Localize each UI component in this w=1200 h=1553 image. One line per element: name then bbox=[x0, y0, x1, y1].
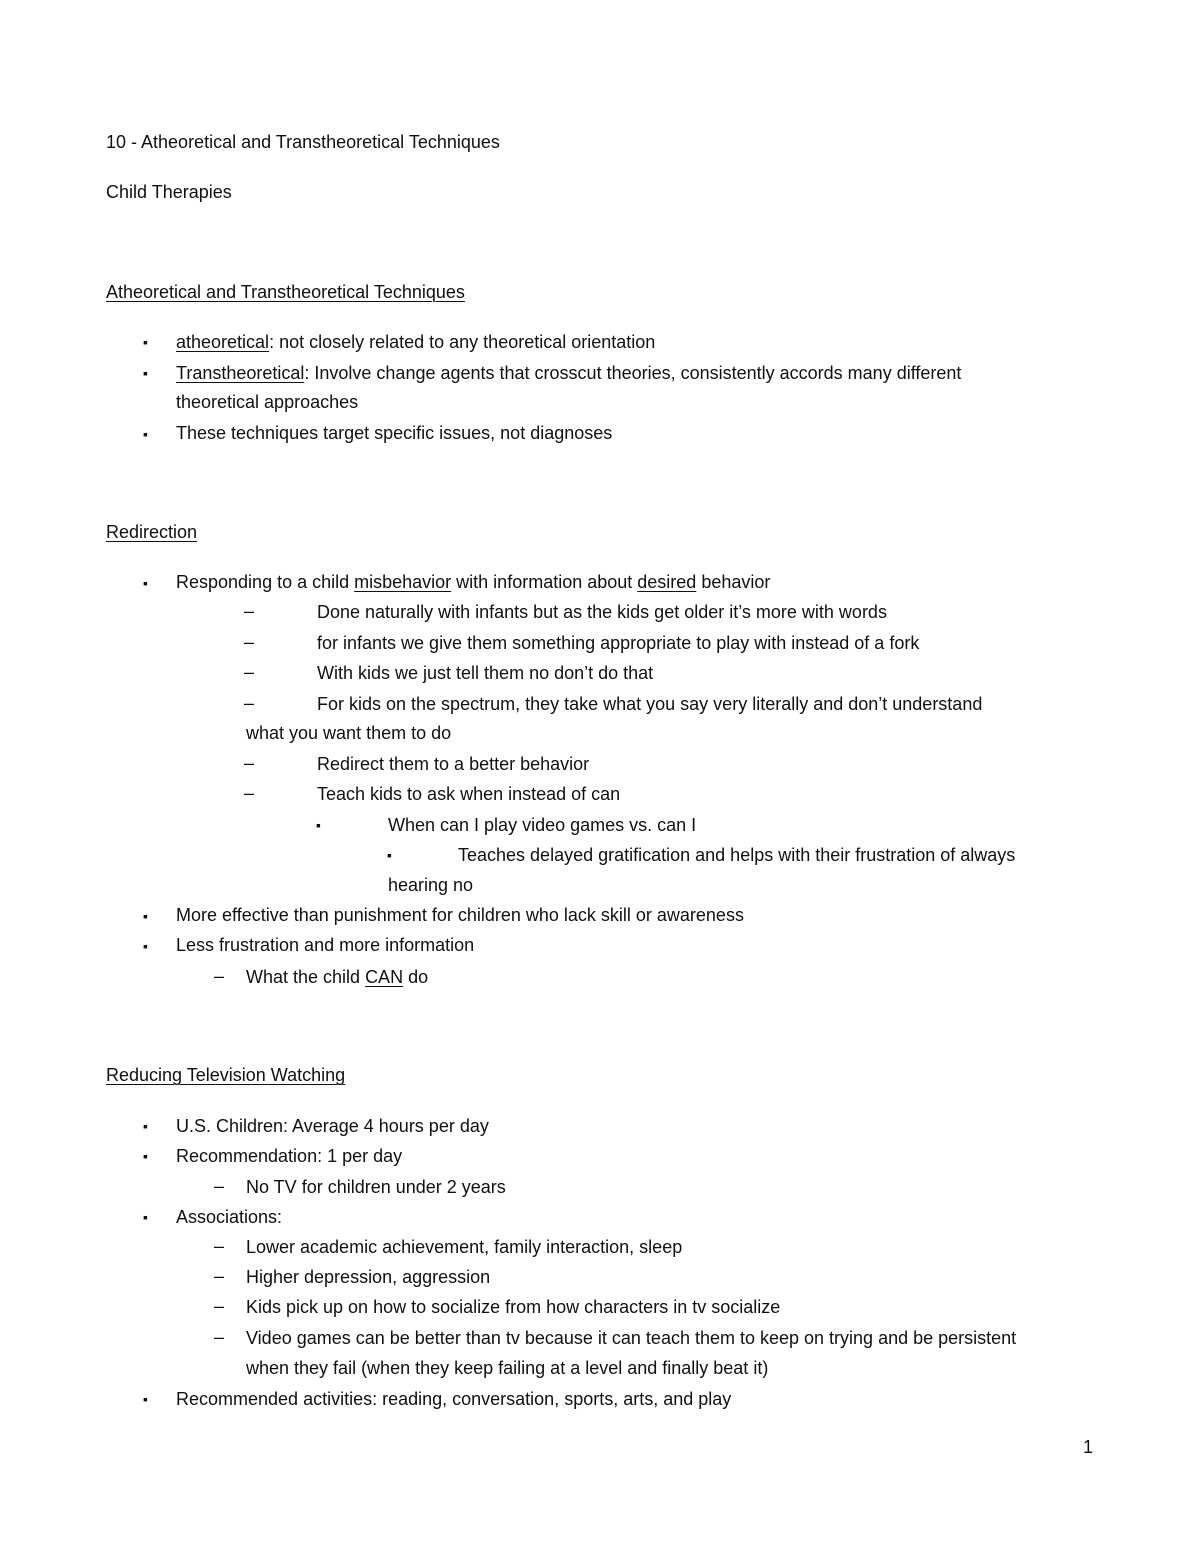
bullet-marker: ▪ bbox=[143, 1209, 148, 1225]
list-item: More effective than punishment for children who lack skill or awareness bbox=[176, 905, 744, 925]
sub-list-item: Kids pick up on how to socialize from how characters in tv socialize bbox=[246, 1297, 781, 1317]
sub-sub-sub-list-item-continuation: hearing no bbox=[388, 875, 474, 895]
bullet-marker: ▪ bbox=[387, 847, 392, 863]
sub-list-item: With kids we just tell them no don’t do that bbox=[317, 663, 654, 683]
document-subtitle: Child Therapies bbox=[106, 182, 232, 202]
list-item: Recommended activities: reading, conversation, sports, arts, and play bbox=[176, 1389, 732, 1409]
sub-list-item: for infants we give them something appropriate to play with instead of a fork bbox=[317, 633, 920, 653]
list-item bbox=[176, 331, 655, 353]
sub-list-item-continuation: when they fail (when they keep failing at a level and finally beat it) bbox=[246, 1358, 769, 1378]
sub-list-item: Done naturally with infants but as the kids get older it’s more with words bbox=[317, 602, 887, 622]
bullet-marker: ▪ bbox=[143, 1118, 148, 1134]
bullet-marker: ▪ bbox=[143, 1391, 148, 1407]
sub-list-item: Redirect them to a better behavior bbox=[317, 754, 590, 774]
text-run: behavior bbox=[696, 572, 771, 592]
dash-marker: – bbox=[214, 1266, 225, 1286]
sub-list-item: For kids on the spectrum, they take what you say very literally and don’t understand bbox=[317, 694, 983, 714]
text-run: What the child bbox=[246, 967, 366, 987]
sub-list-item: No TV for children under 2 years bbox=[246, 1177, 506, 1197]
sub-list-item: Higher depression, aggression bbox=[246, 1267, 491, 1287]
bullet-marker: ▪ bbox=[143, 334, 148, 350]
bullet-marker: ▪ bbox=[316, 817, 321, 833]
list-item: Recommendation: 1 per day bbox=[176, 1146, 403, 1166]
section-heading-television: Reducing Television Watching bbox=[106, 1065, 346, 1085]
bullet-marker: ▪ bbox=[143, 426, 148, 442]
dash-marker: – bbox=[214, 1176, 225, 1196]
list-item: Associations: bbox=[176, 1207, 283, 1227]
dash-marker: – bbox=[244, 601, 255, 621]
sub-list-item: Lower academic achievement, family interaction, sleep bbox=[246, 1237, 683, 1257]
bullet-marker: ▪ bbox=[143, 365, 148, 381]
sub-sub-list-item: When can I play video games vs. can I bbox=[388, 815, 697, 835]
dash-marker: – bbox=[214, 1327, 225, 1347]
page-number: 1 bbox=[1083, 1437, 1094, 1457]
definition-text: : Involve change agents that crosscut theories, consistently accords many different bbox=[304, 363, 962, 383]
bullet-marker: ▪ bbox=[143, 1148, 148, 1164]
bullet-marker: ▪ bbox=[143, 938, 148, 954]
dash-marker: – bbox=[244, 753, 255, 773]
dash-marker: – bbox=[244, 662, 255, 682]
sub-list-item-continuation: what you want them to do bbox=[246, 723, 452, 743]
document-title: 10 - Atheoretical and Transtheoretical Techniques bbox=[106, 132, 500, 152]
sub-sub-sub-list-item: Teaches delayed gratification and helps with their frustration of always bbox=[458, 845, 1016, 865]
dash-marker: – bbox=[244, 632, 255, 652]
definition-text: : not closely related to any theoretical orientation bbox=[269, 332, 656, 352]
list-item: U.S. Children: Average 4 hours per day bbox=[176, 1116, 489, 1136]
term-atheoretical: atheoretical bbox=[176, 332, 270, 352]
sub-list-item: Video games can be better than tv because it can teach them to keep on trying and be persistent bbox=[246, 1328, 1017, 1348]
section-heading-techniques: Atheoretical and Transtheoretical Techniques bbox=[106, 282, 465, 302]
bullet-marker: ▪ bbox=[143, 575, 148, 591]
dash-marker: – bbox=[214, 966, 225, 986]
list-item: These techniques target specific issues, not diagnoses bbox=[176, 423, 613, 443]
list-item bbox=[176, 571, 770, 593]
list-item: Less frustration and more information bbox=[176, 935, 475, 955]
list-item bbox=[176, 362, 961, 384]
sub-list-item: Teach kids to ask when instead of can bbox=[317, 784, 621, 804]
dash-marker: – bbox=[214, 1296, 225, 1316]
term-transtheoretical: Transtheoretical bbox=[176, 363, 305, 383]
sub-list-item bbox=[246, 966, 428, 988]
underlined-term: desired bbox=[637, 572, 697, 592]
section-heading-redirection: Redirection bbox=[106, 522, 198, 542]
bullet-marker: ▪ bbox=[143, 908, 148, 924]
underlined-term: misbehavior bbox=[354, 572, 452, 592]
list-item-continuation: theoretical approaches bbox=[176, 392, 359, 412]
text-run: Responding to a child bbox=[176, 572, 355, 592]
text-run: do bbox=[403, 967, 429, 987]
underlined-term: CAN bbox=[365, 967, 404, 987]
dash-marker: – bbox=[244, 693, 255, 713]
dash-marker: – bbox=[214, 1236, 225, 1256]
text-run: with information about bbox=[451, 572, 638, 592]
dash-marker: – bbox=[244, 783, 255, 803]
